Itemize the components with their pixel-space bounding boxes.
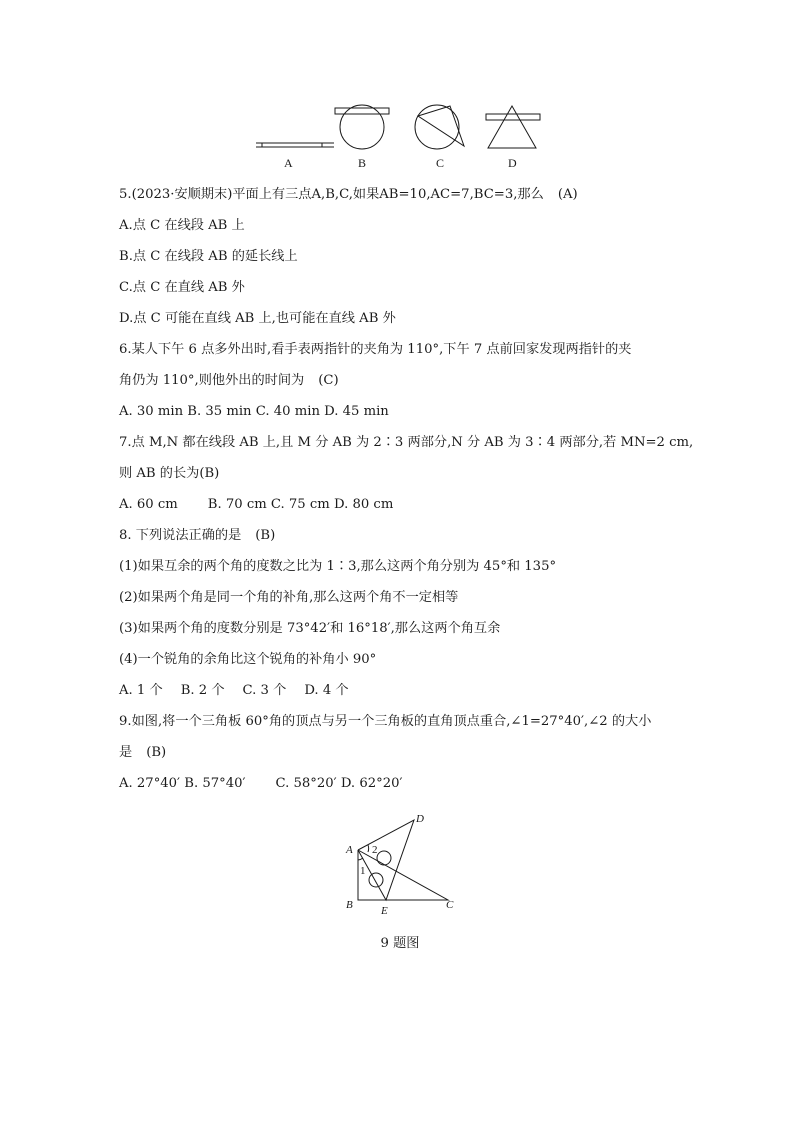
- q9-answer: (B): [146, 745, 167, 760]
- label-point-a: A: [346, 844, 353, 856]
- q8-options: A. 1 个 B. 2 个 C. 3 个 D. 4 个: [119, 683, 349, 698]
- label-angle-2: 2: [372, 844, 378, 856]
- q6-stem-line2: 角仍为 110°,则他外出的时间为 (C): [119, 373, 339, 388]
- figure-a-ruler: [262, 143, 322, 147]
- label-point-d: D: [416, 813, 424, 825]
- label-point-b: B: [346, 899, 353, 911]
- figure-c-triangle: [418, 106, 464, 146]
- q8-answer: (B): [255, 528, 276, 543]
- figure-d-ruler: [486, 114, 540, 120]
- q5-option-a: A.点 C 在线段 AB 上: [119, 218, 245, 233]
- label-angle-1: 1: [360, 865, 366, 877]
- q6-answer: (C): [318, 373, 339, 388]
- q5-stem: 5.(2023·安顺期末)平面上有三点A,B,C,如果AB=10,AC=7,BC=3,那么 (A): [119, 187, 578, 202]
- figure-d-triangle: [488, 106, 536, 148]
- q8-item-2: (2)如果两个角是同一个角的补角,那么这两个角不一定相等: [119, 590, 459, 605]
- q9-stem-line2: 是 (B): [119, 745, 167, 760]
- figure-label-d: D: [508, 156, 517, 170]
- q8-stem: 8. 下列说法正确的是 (B): [119, 528, 276, 543]
- q9-figure: [338, 808, 462, 920]
- q8-item-4: (4)一个锐角的余角比这个锐角的补角小 90°: [119, 652, 377, 667]
- figure-label-a: A: [284, 156, 293, 170]
- q5-option-d: D.点 C 可能在直线 AB 上,也可能在直线 AB 外: [119, 311, 396, 326]
- q9-stem-line1: 9.如图,将一个三角板 60°角的顶点与另一个三角板的直角顶点重合,∠1=27°40′,∠2 的大小: [119, 714, 652, 729]
- q6-options: A. 30 min B. 35 min C. 40 min D. 45 min: [119, 404, 389, 419]
- figure-label-b: B: [358, 156, 367, 170]
- triangle-hole-lower: [369, 873, 383, 887]
- q5-answer: (A): [557, 187, 578, 202]
- q5-option-b: B.点 C 在线段 AB 的延长线上: [119, 249, 298, 264]
- triangle-hole-upper: [377, 851, 391, 865]
- question-list: [119, 184, 694, 804]
- q7-stem-line1: 7.点 M,N 都在线段 AB 上,且 M 分 AB 为 2∶3 两部分,N 分 AB 为 3∶4 两部分,若 MN=2 cm,: [119, 435, 694, 450]
- label-point-c: C: [446, 899, 454, 911]
- q9-options: A. 27°40′ B. 57°40′ C. 58°20′ D. 62°20′: [119, 776, 403, 791]
- q5-option-c: C.点 C 在直线 AB 外: [119, 280, 245, 295]
- figure-b-ruler: [335, 108, 389, 114]
- q7-options: A. 60 cm B. 70 cm C. 75 cm D. 80 cm: [119, 497, 394, 512]
- angle-2-arc: [368, 845, 369, 852]
- figure-b-circle: [340, 105, 384, 149]
- q8-item-1: (1)如果互余的两个角的度数之比为 1∶3,那么这两个角分别为 45°和 135°: [119, 559, 557, 574]
- options-figure: [250, 100, 550, 172]
- q7-stem-line2: 则 AB 的长为(B): [119, 466, 220, 481]
- angle-1-arc: [358, 858, 363, 860]
- q8-item-3: (3)如果两个角的度数分别是 73°42′和 16°18′,那么这两个角互余: [119, 621, 501, 636]
- q9-figure-caption: 9 题图: [380, 936, 420, 951]
- figure-label-c: C: [436, 156, 445, 170]
- q6-stem-line1: 6.某人下午 6 点多外出时,看手表两指针的夹角为 110°,下午 7 点前回家发现两指针的夹: [119, 342, 632, 357]
- triangle-ade: [358, 820, 414, 900]
- label-point-e: E: [381, 905, 388, 917]
